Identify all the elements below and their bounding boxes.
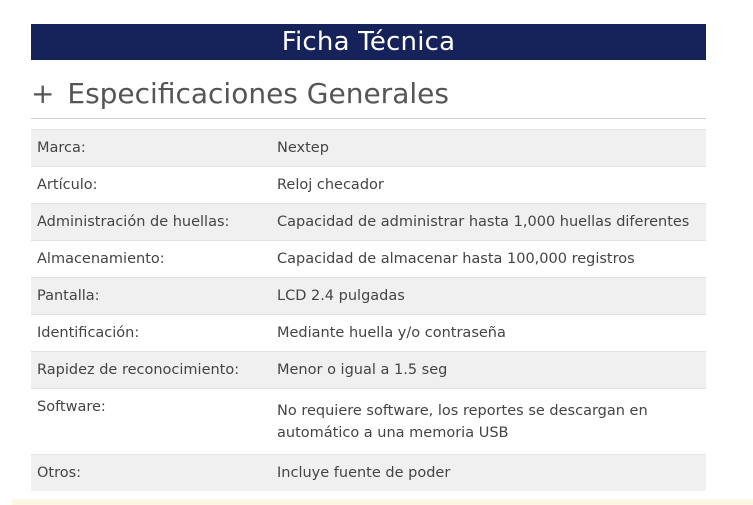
- spec-label: Administración de huellas:: [31, 204, 271, 241]
- spec-value: Capacidad de administrar hasta 1,000 huellas diferentes: [271, 204, 706, 241]
- spec-label: Otros:: [31, 455, 271, 492]
- spec-row-software: [31, 389, 706, 455]
- spec-label: Pantalla:: [31, 278, 271, 315]
- spec-row-otros: [31, 455, 706, 492]
- ficha-tecnica-banner: [31, 24, 706, 60]
- banner-title: Ficha Técnica: [281, 27, 456, 57]
- spec-row-marca: [31, 130, 706, 167]
- spec-row-almacenamiento: [31, 241, 706, 278]
- spec-row-pantalla: [31, 278, 706, 315]
- spec-label: Artículo:: [31, 167, 271, 204]
- spec-label: Almacenamiento:: [31, 241, 271, 278]
- spec-row-rapidez: [31, 352, 706, 389]
- spec-value: LCD 2.4 pulgadas: [271, 278, 706, 315]
- section-title: Especificaciones Generales: [67, 77, 449, 110]
- section-toggle-especificaciones[interactable]: [31, 74, 706, 119]
- footer-strip: [12, 499, 753, 505]
- spec-row-administracion-huellas: [31, 204, 706, 241]
- spec-value: Mediante huella y/o contraseña: [271, 315, 706, 352]
- spec-value: Incluye fuente de poder: [271, 455, 706, 492]
- spec-value: Menor o igual a 1.5 seg: [271, 352, 706, 389]
- spec-value: No requiere software, los reportes se descargan en automático a una memoria USB: [271, 389, 706, 455]
- spec-label: Rapidez de reconocimiento:: [31, 352, 271, 389]
- specifications-table: [31, 129, 706, 491]
- spec-value: Nextep: [271, 130, 706, 167]
- expand-plus-icon: +: [31, 77, 55, 110]
- spec-row-articulo: [31, 167, 706, 204]
- spec-label: Marca:: [31, 130, 271, 167]
- spec-value: Capacidad de almacenar hasta 100,000 registros: [271, 241, 706, 278]
- spec-label: Software:: [31, 389, 271, 455]
- spec-label: Identificación:: [31, 315, 271, 352]
- spec-row-identificacion: [31, 315, 706, 352]
- spec-value: Reloj checador: [271, 167, 706, 204]
